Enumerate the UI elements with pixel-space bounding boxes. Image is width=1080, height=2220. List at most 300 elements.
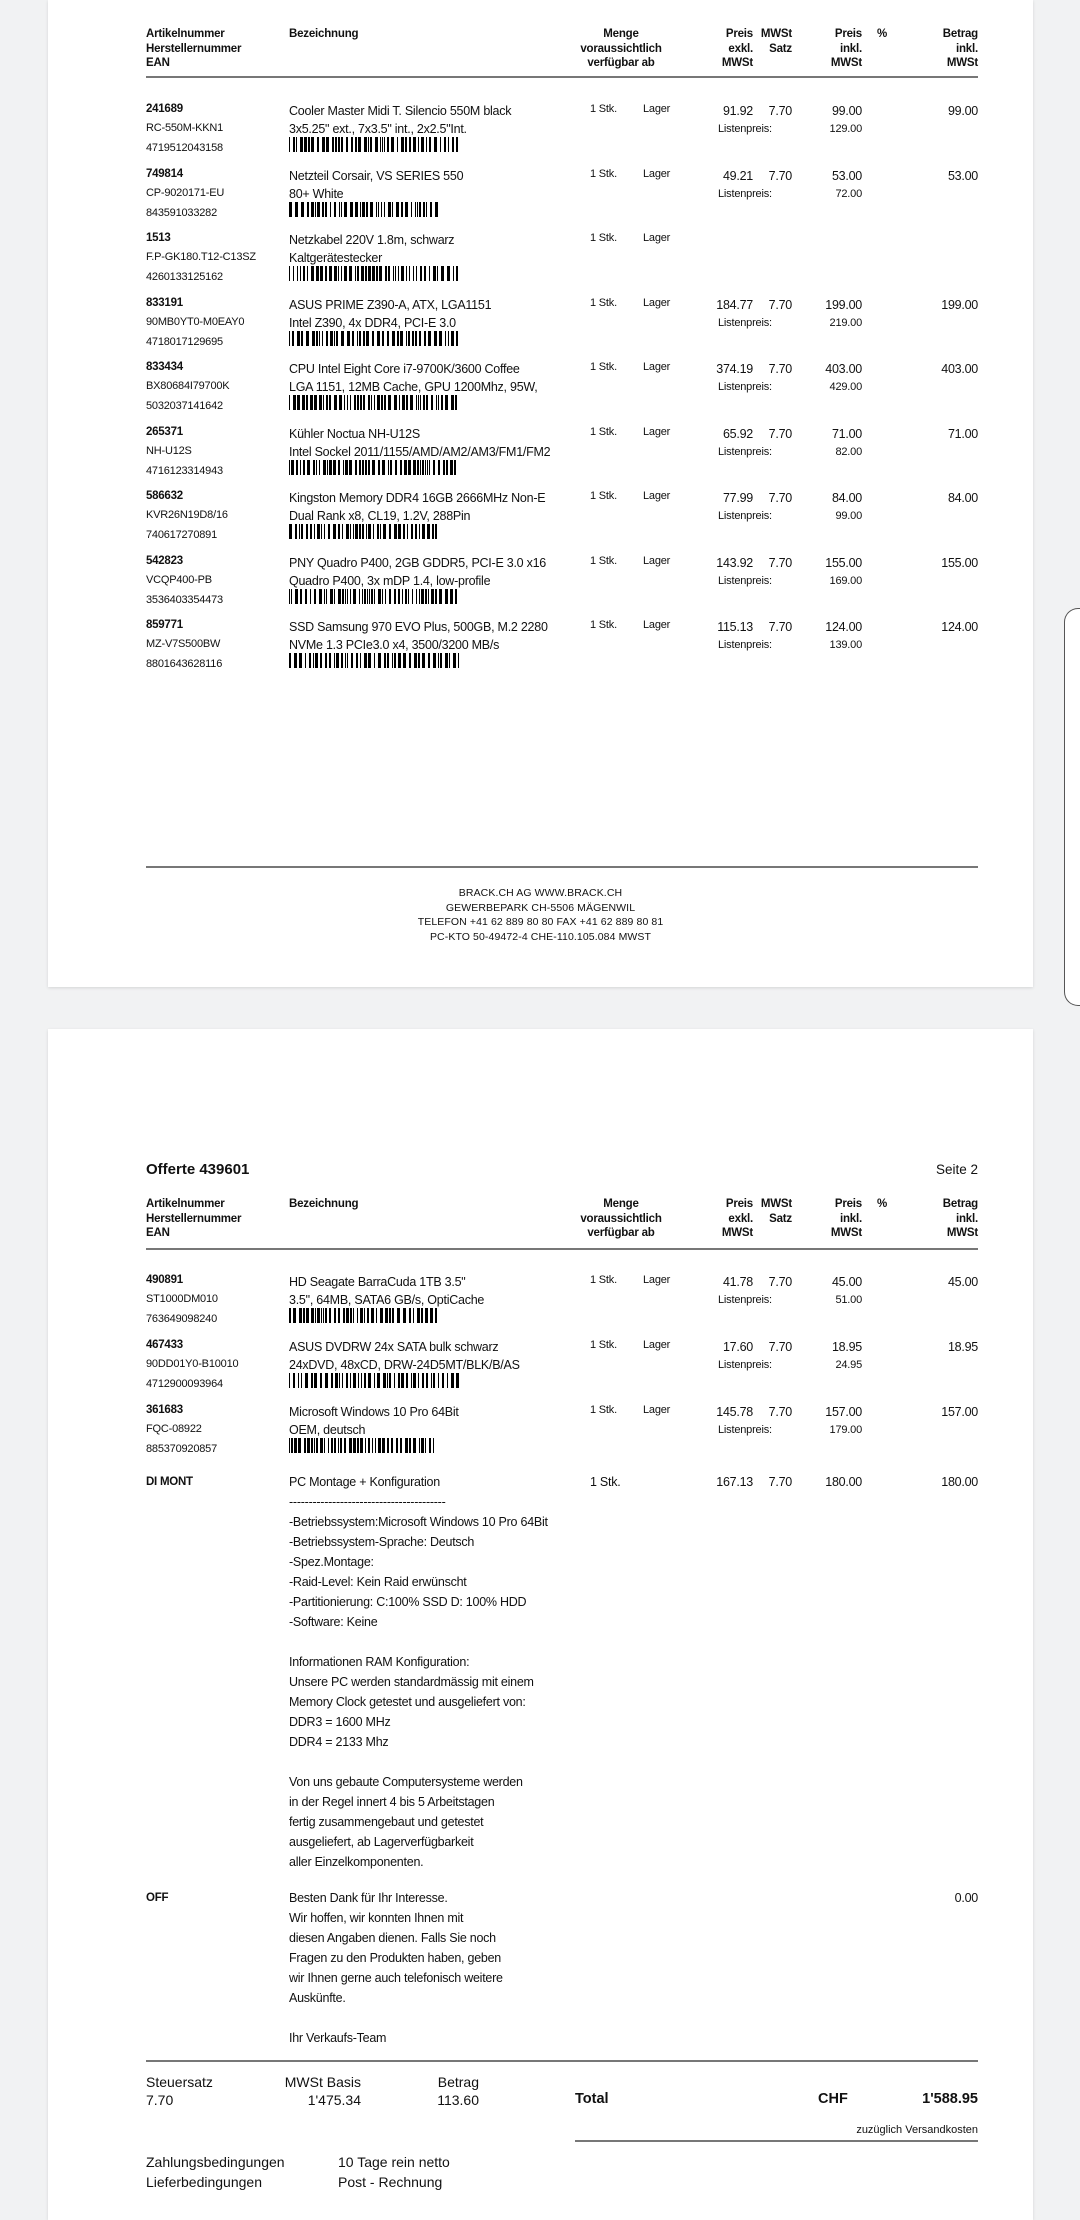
list-price: 429.00: [829, 381, 862, 393]
barcode-bar: [308, 137, 310, 152]
quantity: 1 Stk.: [590, 554, 617, 567]
barcode-bar: [415, 202, 416, 217]
barcode-bar: [338, 137, 340, 152]
barcode-bar: [338, 460, 340, 475]
barcode-bar: [418, 1373, 419, 1388]
barcode-bar: [347, 395, 348, 410]
barcode-bar: [338, 589, 341, 604]
barcode-bar: [445, 589, 448, 604]
header-total: inkl.: [955, 1212, 978, 1225]
barcode-bar: [415, 524, 417, 539]
barcode-bar: [302, 395, 305, 410]
barcode-bar: [328, 524, 330, 539]
barcode-bar: [353, 1373, 356, 1388]
barcode-bar: [364, 653, 367, 668]
barcode-bar: [345, 460, 348, 475]
text-line: in der Regel innert 4 bis 5 Arbeitstagen: [289, 1795, 495, 1809]
barcode-bar: [395, 266, 396, 281]
barcode-bar: [412, 331, 414, 346]
text-line: ausgeliefert, ab Lagerverfügbarkeit: [289, 1835, 474, 1849]
barcode-bar: [300, 460, 301, 475]
text-line: DDR4 = 2133 Mhz: [289, 1735, 389, 1749]
list-price: 169.00: [829, 574, 862, 587]
barcode-bar: [316, 1438, 318, 1453]
barcode-bar: [411, 524, 413, 539]
barcode-bar: [311, 202, 314, 217]
barcode-bar: [306, 524, 308, 539]
barcode-bar: [389, 1373, 391, 1388]
service-row: [48, 1472, 1033, 1869]
barcode-bar: [317, 202, 320, 217]
barcode-bar: [374, 1373, 375, 1388]
barcode-bar: [435, 589, 437, 604]
footer-line: PC-KTO 50-49472-4 CHE-110.105.084 MWST: [429, 930, 652, 943]
barcode-bar: [331, 1438, 333, 1453]
barcode-bar: [371, 395, 372, 410]
header-divider: [146, 76, 978, 78]
barcode-bar: [299, 1308, 302, 1323]
barcode-bar: [333, 524, 336, 539]
barcode-bar: [299, 524, 300, 539]
barcode-bar: [434, 331, 437, 346]
header-article-number: Herstellernummer: [146, 1212, 242, 1225]
barcode-bar: [422, 653, 425, 668]
header-total: inkl.: [955, 42, 978, 55]
barcode-bar: [305, 589, 307, 604]
barcode-bar: [389, 589, 391, 604]
line-total: 45.00: [947, 1275, 978, 1289]
barcode-icon: [289, 331, 461, 346]
barcode-icon: [289, 137, 461, 152]
manufacturer-number: 90DD01Y0-B10010: [146, 1358, 239, 1370]
quantity: 1 Stk.: [590, 1404, 617, 1416]
barcode-bar: [388, 266, 390, 281]
barcode-bar: [363, 331, 365, 346]
barcode-bar: [383, 524, 386, 539]
barcode-bar: [377, 524, 379, 539]
header-quantity: voraussichtlich: [580, 1212, 662, 1225]
price-incl: 124.00: [825, 620, 862, 634]
barcode-bar: [400, 1438, 402, 1453]
barcode-bar: [326, 395, 328, 410]
barcode-bar: [438, 460, 440, 475]
header-price-excl: MWSt: [721, 1227, 753, 1239]
barcode-bar: [431, 395, 433, 410]
barcode-bar: [439, 331, 442, 346]
price-incl: 18.95: [831, 1340, 862, 1354]
barcode-bar: [453, 266, 454, 281]
barcode-bar: [441, 266, 444, 281]
barcode-bar: [293, 1308, 296, 1323]
barcode-bar: [291, 589, 292, 604]
header-article-number: Artikelnummer: [146, 1198, 225, 1210]
vat-rate: 7.70: [768, 426, 792, 441]
barcode-bar: [418, 653, 420, 668]
list-price: 72.00: [835, 187, 862, 200]
ean: 4712900093964: [146, 1378, 223, 1390]
barcode-bar: [418, 395, 419, 410]
barcode-bar: [324, 589, 325, 604]
barcode-bar: [448, 331, 449, 346]
price-incl: 53.00: [831, 168, 862, 183]
barcode-bar: [419, 1438, 420, 1453]
table-row: [48, 1274, 1033, 1338]
barcode-bar: [445, 395, 448, 410]
article-number: 490891: [146, 1274, 183, 1286]
company-footer: [48, 886, 1033, 944]
barcode-bar: [425, 1438, 426, 1453]
barcode-bar: [361, 1373, 362, 1388]
vat-rate: 7.70: [768, 168, 792, 183]
barcode-bar: [365, 460, 367, 475]
barcode-bar: [411, 202, 412, 217]
barcode-bar: [355, 137, 357, 152]
barcode-bar: [297, 395, 300, 410]
barcode-bar: [294, 1438, 297, 1453]
description-line-2: Intel Sockel 2011/1155/AMD/AM2/AM3/FM1/FM2: [289, 444, 551, 459]
barcode-bar: [368, 653, 371, 668]
barcode-bar: [396, 1438, 398, 1453]
price-excl: 145.78: [716, 1405, 753, 1419]
barcode-bar: [450, 589, 453, 604]
barcode-bar: [335, 1373, 338, 1388]
text-line: DDR3 = 1600 MHz: [289, 1715, 391, 1729]
barcode-bar: [451, 1373, 454, 1388]
delivery-terms-label: Lieferbedingungen: [146, 2174, 262, 2190]
barcode-bar: [426, 1373, 428, 1388]
manufacturer-number: 90MB0YT0-M0EAY0: [146, 315, 245, 328]
barcode-bar: [425, 460, 426, 475]
barcode-bar: [307, 266, 308, 281]
barcode-bar: [378, 460, 380, 475]
barcode-bar: [346, 524, 349, 539]
header-price-excl: exkl.: [728, 1212, 753, 1225]
barcode-bar: [385, 1308, 388, 1323]
footer-line: BRACK.CH AG WWW.BRACK.CH: [458, 887, 623, 899]
barcode-bar: [419, 331, 421, 346]
barcode-bar: [353, 524, 354, 539]
page-number: Seite 2: [935, 1162, 978, 1177]
price-excl: 17.60: [722, 1340, 753, 1354]
vat-rate: 7.70: [768, 620, 792, 634]
barcode-bar: [350, 1373, 351, 1388]
list-price: 129.00: [829, 123, 862, 135]
barcode-bar: [405, 589, 407, 604]
barcode-bar: [323, 460, 326, 475]
text-line: diesen Angaben dienen. Falls Sie noch: [289, 1931, 496, 1945]
manufacturer-number: VCQP400-PB: [146, 573, 212, 586]
article-number: 361683: [146, 1404, 183, 1416]
barcode-bar: [378, 202, 379, 217]
barcode-bar: [448, 137, 449, 152]
line-total: 124.00: [941, 620, 978, 634]
barcode-icon: [289, 460, 461, 475]
table-row: [48, 361, 1033, 425]
barcode-bar: [377, 1373, 380, 1388]
description-line-1: Netzkabel 220V 1.8m, schwarz: [289, 233, 455, 247]
barcode-bar: [305, 1373, 308, 1388]
barcode-bar: [314, 589, 316, 604]
barcode-bar: [320, 1373, 322, 1388]
price-incl: 84.00: [831, 491, 862, 505]
barcode-bar: [392, 1308, 394, 1323]
barcode-bar: [311, 137, 314, 152]
article-number: 749814: [146, 167, 183, 180]
barcode-bar: [342, 589, 344, 604]
header-quantity: verfügbar ab: [587, 1227, 655, 1239]
ean: 4718017129695: [146, 335, 223, 348]
table-row: [48, 103, 1033, 167]
barcode-bar: [295, 589, 298, 604]
barcode-bar: [368, 1373, 371, 1388]
ean: 885370920857: [146, 1443, 218, 1455]
text-line: aller Einzelkomponenten.: [289, 1855, 424, 1869]
barcode-bar: [289, 653, 291, 668]
list-price-label: Listenpreis:: [718, 639, 772, 651]
header-price-excl: Preis: [725, 1198, 753, 1210]
barcode-bar: [338, 1438, 339, 1453]
barcode-bar: [456, 1373, 459, 1388]
price-excl: 167.13: [716, 1475, 753, 1489]
barcode-bar: [409, 137, 411, 152]
barcode-bar: [322, 331, 323, 346]
barcode-bar: [315, 1308, 316, 1323]
description-line-2: 3x5.25" ext., 7x3.5" int., 2x2.5"Int.: [289, 122, 467, 136]
barcode-bar: [317, 524, 320, 539]
barcode-bar: [342, 524, 343, 539]
text-line: -Betriebssystem:Microsoft Windows 10 Pro 64Bit: [289, 1515, 548, 1529]
shipping-note: zuzüglich Versandkosten: [856, 2124, 978, 2136]
barcode-bar: [365, 266, 367, 281]
price-incl: 157.00: [825, 1405, 862, 1419]
price-incl: 403.00: [825, 362, 862, 376]
barcode-bar: [317, 1308, 320, 1323]
barcode-bar: [430, 202, 432, 217]
barcode-bar: [319, 589, 322, 604]
header-quantity: voraussichtlich: [580, 42, 662, 55]
barcode-bar: [408, 331, 410, 346]
barcode-bar: [334, 1438, 336, 1453]
closing-row: [48, 1888, 1033, 2045]
ean: 4716123314943: [146, 464, 223, 477]
barcode-bar: [449, 653, 450, 668]
barcode-bar: [360, 395, 362, 410]
barcode-bar: [321, 524, 322, 539]
barcode-bar: [342, 1373, 343, 1388]
barcode-bar: [364, 1373, 366, 1388]
barcode-icon: [289, 1308, 439, 1323]
manufacturer-number: ST1000DM010: [146, 1293, 218, 1305]
barcode-bar: [423, 395, 425, 410]
barcode-bar: [362, 524, 364, 539]
barcode-bar: [391, 1438, 393, 1453]
list-price: 219.00: [829, 316, 862, 329]
availability: Lager: [643, 1274, 671, 1286]
vat-rate: 7.70: [768, 362, 792, 376]
barcode-bar: [436, 395, 437, 410]
barcode-bar: [385, 589, 386, 604]
barcode-bar: [381, 202, 382, 217]
vat-base-label: MWSt Basis: [284, 2074, 361, 2090]
barcode-bar: [325, 1373, 328, 1388]
total-underline: [575, 2140, 978, 2142]
barcode-bar: [451, 331, 454, 346]
barcode-bar: [320, 653, 322, 668]
barcode-bar: [413, 1438, 416, 1453]
barcode-bar: [364, 137, 367, 152]
barcode-bar: [321, 1308, 322, 1323]
barcode-bar: [427, 524, 430, 539]
barcode-bar: [387, 1438, 389, 1453]
barcode-bar: [400, 331, 403, 346]
barcode-bar: [440, 653, 442, 668]
barcode-bar: [376, 266, 378, 281]
vat-rate: 7.70: [768, 491, 792, 505]
barcode-bar: [406, 266, 407, 281]
barcode-bar: [289, 1308, 291, 1323]
description-line-1: Microsoft Windows 10 Pro 64Bit: [289, 1405, 459, 1419]
barcode-bar: [297, 266, 298, 281]
barcode-bar: [378, 653, 381, 668]
barcode-bar: [409, 1308, 411, 1323]
barcode-bar: [401, 1373, 404, 1388]
barcode-bar: [394, 653, 396, 668]
barcode-bar: [392, 331, 395, 346]
header-quantity: Menge: [603, 1198, 639, 1210]
barcode-bar: [323, 1308, 324, 1323]
barcode-bar: [433, 1373, 435, 1388]
barcode-bar: [326, 589, 327, 604]
barcode-bar: [334, 331, 335, 346]
header-total: MWSt: [946, 1227, 978, 1239]
barcode-bar: [314, 1438, 315, 1453]
barcode-bar: [360, 1438, 363, 1453]
article-number: 859771: [146, 619, 183, 631]
barcode-bar: [389, 524, 391, 539]
barcode-bar: [314, 395, 317, 410]
barcode-bar: [382, 589, 383, 604]
barcode-bar: [334, 266, 337, 281]
barcode-bar: [355, 202, 358, 217]
barcode-bar: [355, 524, 358, 539]
barcode-bar: [380, 137, 381, 152]
barcode-bar: [316, 331, 318, 346]
barcode-bar: [310, 395, 313, 410]
price-incl: 199.00: [825, 297, 862, 312]
header-vat-rate: MWSt: [760, 1198, 792, 1210]
availability: Lager: [643, 425, 671, 438]
barcode-bar: [456, 266, 458, 281]
line-total: 99.00: [947, 104, 978, 118]
barcode-bar: [329, 460, 332, 475]
barcode-bar: [297, 331, 300, 346]
barcode-bar: [339, 395, 342, 410]
barcode-icon: [289, 1438, 439, 1453]
currency: CHF: [818, 2091, 848, 2107]
article-number: 586632: [146, 490, 183, 502]
text-line: -Spez.Montage:: [289, 1555, 374, 1569]
manufacturer-number: FQC-08922: [146, 1423, 202, 1435]
ean: 763649098240: [146, 1313, 218, 1325]
barcode-bar: [435, 202, 438, 217]
barcode-bar: [289, 1438, 290, 1453]
barcode-bar: [329, 1308, 331, 1323]
barcode-bar: [353, 589, 356, 604]
line-total: 71.00: [947, 426, 978, 441]
barcode-bar: [431, 1373, 432, 1388]
barcode-bar: [374, 653, 375, 668]
barcode-bar: [422, 524, 425, 539]
scroll-handle[interactable]: [1064, 608, 1080, 1006]
list-price: 139.00: [829, 639, 862, 651]
description-line-2: Intel Z390, 4x DDR4, PCI-E 3.0: [289, 315, 456, 330]
table-row: [48, 619, 1033, 683]
text-line: Auskünfte.: [289, 1991, 346, 2005]
manufacturer-number: MZ-V7S500BW: [146, 638, 221, 650]
description-line-1: CPU Intel Eight Core i7-9700K/3600 Coffee: [289, 362, 520, 376]
barcode-bar: [340, 1438, 342, 1453]
text-line: -Software: Keine: [289, 1615, 378, 1629]
manufacturer-number: F.P-GK180.T12-C13SZ: [146, 251, 256, 263]
manufacturer-number: CP-9020171-EU: [146, 186, 225, 199]
barcode-bar: [317, 137, 319, 152]
barcode-bar: [296, 137, 297, 152]
header-price-excl: exkl.: [728, 42, 753, 55]
barcode-bar: [343, 460, 344, 475]
description-line-2: 24xDVD, 48xCD, DRW-24D5MT/BLK/B/AS: [289, 1358, 520, 1372]
barcode-bar: [434, 137, 437, 152]
barcode-bar: [334, 589, 335, 604]
barcode-bar: [325, 266, 327, 281]
barcode-bar: [349, 460, 352, 475]
ean: 8801643628116: [146, 658, 223, 670]
table-row: [48, 232, 1033, 296]
article-number: 833434: [146, 361, 183, 373]
barcode-bar: [346, 1308, 349, 1323]
barcode-bar: [420, 460, 421, 475]
barcode-bar: [421, 137, 424, 152]
barcode-bar: [338, 266, 339, 281]
barcode-bar: [351, 653, 353, 668]
barcode-bar: [350, 1308, 352, 1323]
header-vat-rate: Satz: [769, 1212, 792, 1225]
barcode-bar: [329, 395, 331, 410]
header-price-excl: MWSt: [721, 57, 753, 69]
vat-rate: 7.70: [768, 104, 792, 118]
barcode-bar: [400, 460, 402, 475]
barcode-bar: [382, 1438, 385, 1453]
list-price: 179.00: [829, 1424, 862, 1436]
barcode-bar: [338, 524, 340, 539]
barcode-bar: [394, 1373, 395, 1388]
description-line-1: ASUS DVDRW 24x SATA bulk schwarz: [289, 1340, 499, 1354]
barcode-bar: [329, 266, 332, 281]
barcode-bar: [364, 1308, 365, 1323]
barcode-bar: [319, 331, 320, 346]
text-line: Wir hoffen, wir konnten Ihnen mit: [289, 1911, 464, 1925]
barcode-bar: [350, 202, 353, 217]
description-line-2: LGA 1151, 12MB Cache, GPU 1200Mhz, 95W,: [289, 380, 538, 394]
barcode-bar: [344, 395, 345, 410]
availability: Lager: [643, 296, 671, 309]
barcode-bar: [346, 137, 348, 152]
line-total: 180.00: [941, 1475, 978, 1489]
barcode-bar: [406, 331, 407, 346]
header-quantity: verfügbar ab: [587, 57, 655, 69]
document-page-2: [48, 1029, 1033, 2220]
barcode-bar: [291, 460, 294, 475]
table-row: [48, 490, 1033, 554]
